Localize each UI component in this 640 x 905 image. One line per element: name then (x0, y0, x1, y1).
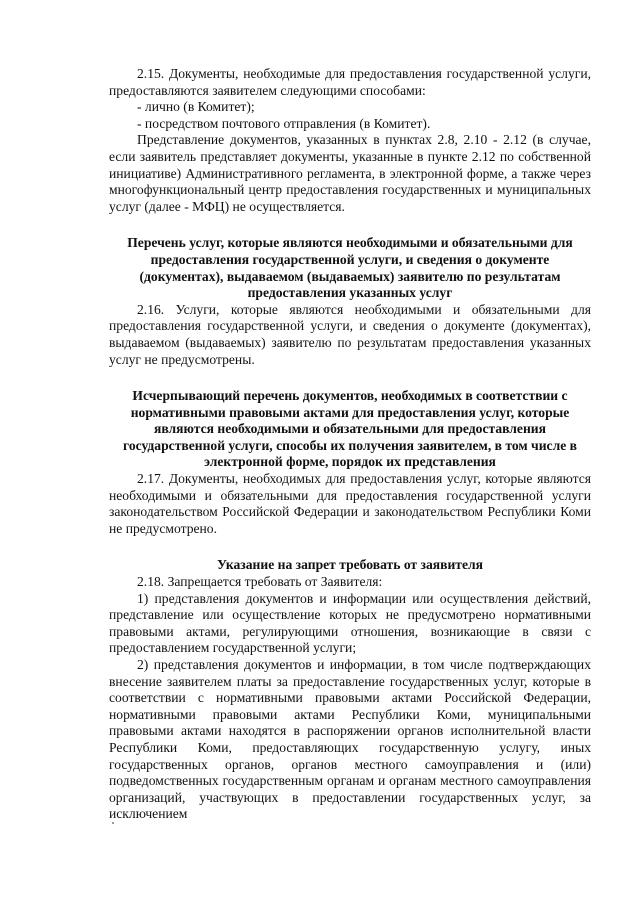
scan-speck (112, 822, 114, 824)
spacer (109, 368, 591, 388)
heading-services: Перечень услуг, которые являются необходимыми и обязательными для предоставления государственной услуги, и сведения о документе (документах), выдаваемом (выдаваемых) заявителю по результатам предоставления указанных услуг (127, 235, 573, 301)
document-body (109, 66, 591, 823)
list-item-by-mail: - посредством почтового отправления (в Комитет). (137, 115, 431, 131)
paragraph-2-16: 2.16. Услуги, которые являются необходимыми и обязательными для предоставления государственной услуги, и сведения о документе (документах), выдаваемом (выдаваемых) заявителю по результатам предоставления указанных услуг не предусмотрены. (109, 301, 591, 367)
paragraph-2-15: 2.15. Документы, необходимые для предоставления государственной услуги, предоставляются заявителем следующими способами: (109, 66, 591, 98)
paragraph-2-18: 2.18. Запрещается требовать от Заявителя: (137, 574, 383, 590)
paragraph-2-18-item-2: 2) представления документов и информации, в том числе подтверждающих внесение заявителем платы за предоставление государственных услуг, которые в соответствии с нормативными правовыми актами Российской Федерации, нормативными правовыми актами Республики Коми, муниципальными правовыми актами находятся в распоряжении органов исполнительной власти Республики Коми, предоставляющих государственную услугу, иных государственных органов, органов местного самоуправления и (или) подведомственных государственным органам и органам местного самоуправления организаций, участвующих в предоставлении государственных услуг, за исключением (109, 657, 591, 822)
paragraph-2-17: 2.17. Документы, необходимых для предоставления услуг, которые являются необходимыми и обязательными для предоставления государственной услуги законодательством Российской Федерации и законодательством Республики Коми не предусмотрено. (109, 471, 591, 536)
paragraph-2-18-item-1: 1) представления документов и информации или осуществления действий, представление или осуществление которых не предусмотрено нормативными правовыми актами, регулирующими отношения, возникающие в связи с предоставлением государственной услуги; (109, 590, 591, 656)
heading-exhaustive-list: Исчерпывающий перечень документов, необходимых в соответствии с нормативными правовыми актами для предоставления услуг, которые являются необходимыми и обязательными для предоставления государственной услуги, способы их получения заявителем, в том числе в электронной форме, порядок их представления (123, 388, 577, 470)
paragraph-2-15-note: Представление документов, указанных в пунктах 2.8, 2.10 - 2.12 (в случае, если заявитель представляет документы, указанные в пункте 2.12 по собственной инициативе) Административного регламента, в электронной форме, а также через многофункциональный центр предоставления государственных и муниципальных услуг (далее - МФЦ) не осуществляется. (109, 132, 591, 214)
list-item-in-person: - лично (в Комитет); (137, 99, 255, 115)
heading-prohibition: Указание на запрет требовать от заявителя (217, 557, 483, 573)
spacer (109, 215, 591, 235)
spacer (109, 537, 591, 557)
